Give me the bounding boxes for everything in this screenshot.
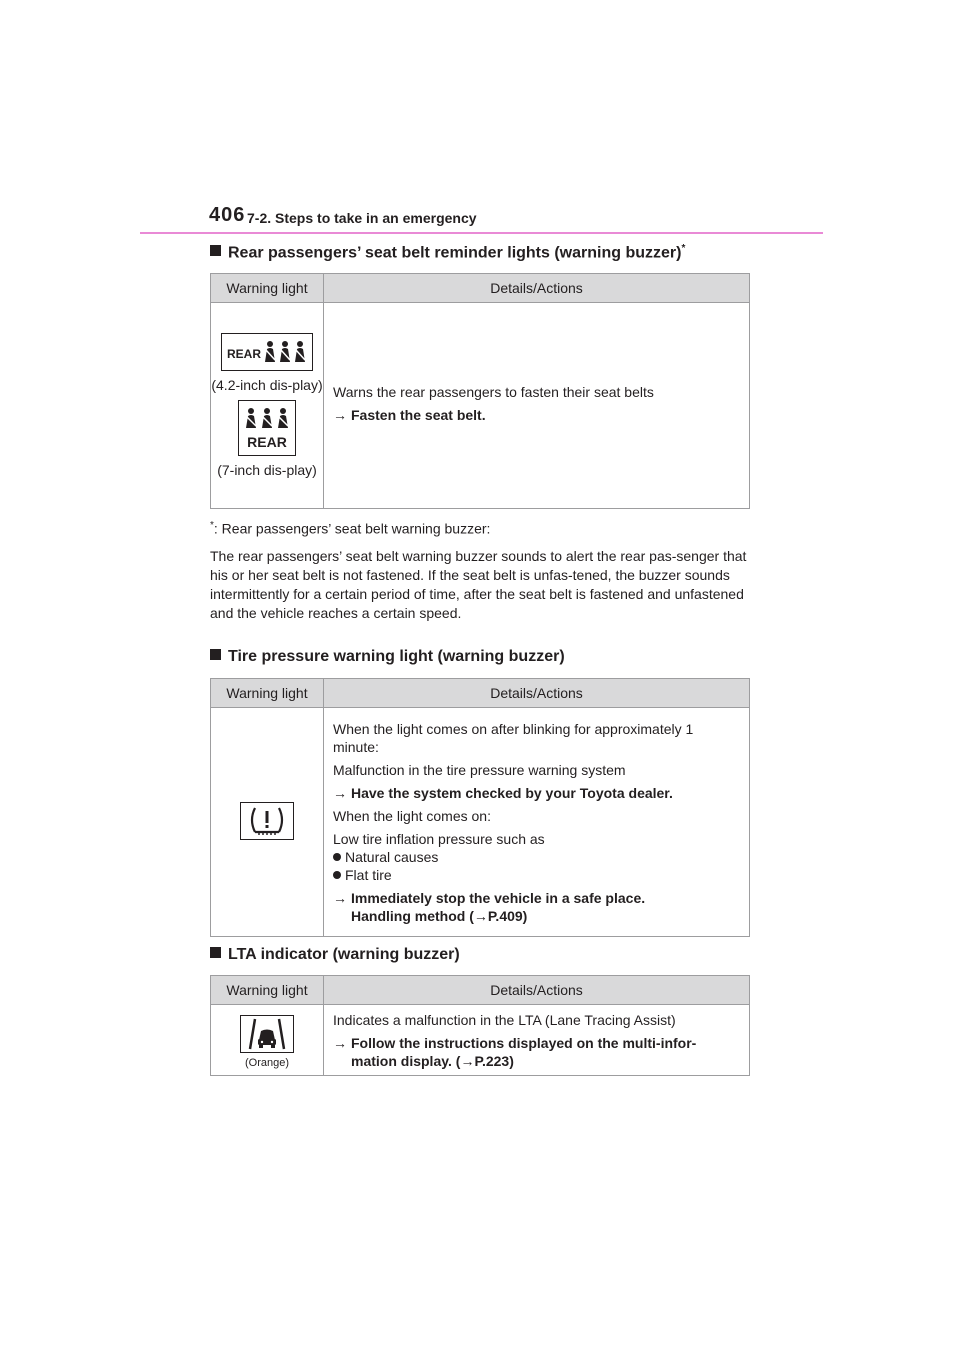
seat-belt-person-icon xyxy=(246,408,288,428)
action-text: → Immediately stop the vehicle in a safe place. Handling method (→P.409) xyxy=(333,889,646,924)
footnote-mark: * xyxy=(681,243,686,254)
table-header-warning-light: Warning light xyxy=(211,274,324,303)
rear-seat-belt-details xyxy=(324,303,750,509)
square-bullet-icon xyxy=(210,245,221,256)
seat-belt-person-icon xyxy=(265,341,305,362)
detail-text: Low tire inflation pressure such as xyxy=(333,830,545,847)
footnote-body: The rear passengers’ seat belt warning buzzer sounds to alert the rear pas-senger that his or her seat belt is not fastened. If the seat belt is unfas-tened, the buzzer sounds intermittently for a certain period of time, after the seat belt is fastened and unfastened and the vehicle reaches a certain speed. xyxy=(210,547,747,621)
page-reference-link[interactable]: P.409 xyxy=(487,907,523,924)
chapter-title: 7-2. Steps to take in an emergency xyxy=(247,210,477,226)
footnote-mark: * xyxy=(210,520,214,531)
page-number: 406 xyxy=(209,204,246,226)
rear-label: REAR xyxy=(227,346,262,361)
lta-indicator-icon xyxy=(240,1015,294,1053)
table-header-warning-light: Warning light xyxy=(211,679,324,708)
action-text: → Have the system checked by your Toyota dealer. xyxy=(333,784,673,801)
table-header-details: Details/Actions xyxy=(324,679,750,708)
detail-text: When the light comes on: xyxy=(333,807,491,824)
table-header-details: Details/Actions xyxy=(324,976,750,1005)
lta-icon-cell xyxy=(211,1005,324,1076)
icon-caption-orange: (Orange) xyxy=(244,1056,290,1069)
table-header-warning-light: Warning light xyxy=(211,976,324,1005)
section-heading-tire-pressure: Tire pressure warning light (warning buzzer) xyxy=(210,648,565,666)
lta-details xyxy=(324,1005,750,1076)
arrow-icon: → xyxy=(333,889,347,906)
tire-pressure-table xyxy=(210,678,750,937)
list-item: Flat tire xyxy=(333,866,741,884)
table-header-details: Details/Actions xyxy=(324,274,750,303)
rear-seat-belt-icon-4inch xyxy=(221,333,313,371)
arrow-icon: → xyxy=(333,1034,347,1051)
list-item: Natural causes xyxy=(333,848,741,866)
arrow-icon: → xyxy=(473,907,488,924)
square-bullet-icon xyxy=(210,947,221,958)
tire-pressure-warning-icon xyxy=(240,802,294,840)
tire-pressure-icon-cell xyxy=(211,708,324,937)
rear-seat-belt-table xyxy=(210,273,750,509)
footnote-label: : Rear passengers’ seat belt warning buzzer: xyxy=(213,520,491,537)
lta-table xyxy=(210,975,750,1076)
detail-text: Malfunction in the tire pressure warning system xyxy=(333,761,626,778)
detail-text: Warns the rear passengers to fasten their seat belts xyxy=(333,383,654,400)
arrow-icon: → xyxy=(460,1052,475,1069)
footnote xyxy=(210,516,750,629)
header-rule xyxy=(140,232,823,234)
icon-caption-7inch: (7-inch dis-play) xyxy=(217,461,317,478)
arrow-icon: → xyxy=(333,784,347,801)
section-heading-rear-seat-belt: Rear passengers’ seat belt reminder lights (warning buzzer)* xyxy=(210,243,685,262)
square-bullet-icon xyxy=(210,649,221,660)
action-text: → Follow the instructions displayed on the multi-infor-mation display. (→P.223) xyxy=(333,1034,697,1069)
action-text: → Fasten the seat belt. xyxy=(333,406,486,423)
bullet-dot-icon xyxy=(333,853,341,861)
section-heading-lta: LTA indicator (warning buzzer) xyxy=(210,946,460,964)
icon-caption-4inch: (4.2-inch dis-play) xyxy=(211,376,323,393)
rear-seat-belt-icons-cell xyxy=(211,303,324,509)
arrow-icon: → xyxy=(333,406,347,423)
tire-pressure-details xyxy=(324,708,750,937)
rear-label: REAR xyxy=(247,433,287,450)
page-reference-link[interactable]: P.223 xyxy=(474,1052,510,1069)
bullet-dot-icon xyxy=(333,871,341,879)
detail-text: Indicates a malfunction in the LTA (Lane Tracing Assist) xyxy=(333,1011,676,1028)
rear-seat-belt-icon-7inch xyxy=(238,400,296,456)
detail-text: When the light comes on after blinking for approximately 1 minute: xyxy=(333,720,694,755)
